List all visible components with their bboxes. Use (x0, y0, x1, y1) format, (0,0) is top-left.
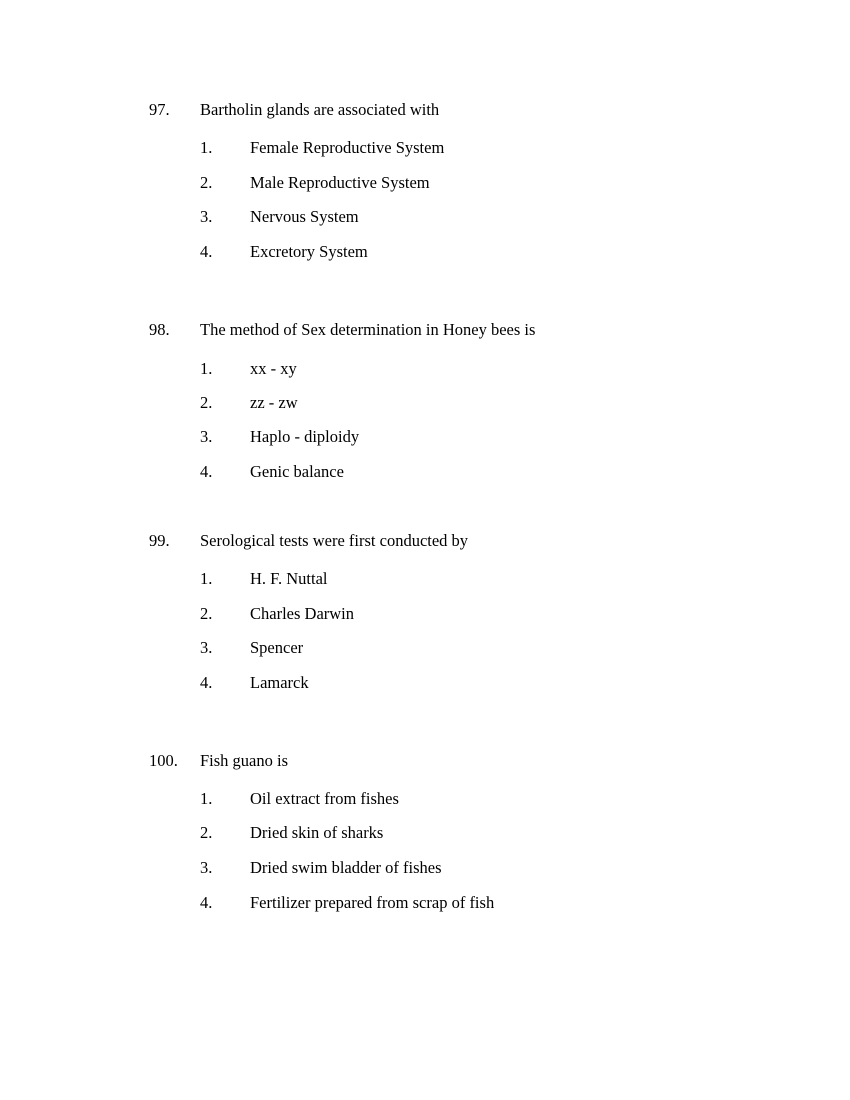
question-text: Bartholin glands are associated with (200, 100, 440, 119)
option-text: Lamarck (250, 673, 309, 692)
option-1 (0, 788, 850, 810)
question-text: The method of Sex determination in Honey bees is (200, 320, 536, 339)
question-text: Serological tests were first conducted by (200, 531, 469, 550)
option-text: Male Reproductive System (250, 173, 430, 192)
option-4 (0, 672, 850, 694)
option-number: 3. (200, 207, 213, 226)
option-number: 3. (200, 427, 213, 446)
question-stem (0, 750, 850, 772)
option-text: H. F. Nuttal (250, 569, 328, 588)
option-number: 3. (200, 638, 213, 657)
question-stem (0, 319, 850, 341)
option-number: 1. (200, 569, 213, 588)
option-text: zz - zw (250, 393, 298, 412)
question-number: 99. (149, 531, 170, 550)
question-text: Fish guano is (200, 751, 289, 770)
option-text: Nervous System (250, 207, 359, 226)
question-stem (0, 99, 850, 121)
question-number: 98. (149, 320, 170, 339)
option-2 (0, 603, 850, 625)
option-3 (0, 637, 850, 659)
option-number: 1. (200, 138, 213, 157)
option-text: Haplo - diploidy (250, 427, 360, 446)
option-text: Dried swim bladder of fishes (250, 858, 442, 877)
option-text: Genic balance (250, 462, 344, 481)
option-4 (0, 892, 850, 914)
option-text: Female Reproductive System (250, 138, 445, 157)
option-text: Dried skin of sharks (250, 823, 384, 842)
option-4 (0, 461, 850, 483)
option-number: 4. (200, 673, 213, 692)
question-number: 100. (149, 751, 178, 770)
option-text: Oil extract from fishes (250, 789, 399, 808)
option-3 (0, 426, 850, 448)
option-number: 1. (200, 789, 213, 808)
option-4 (0, 241, 850, 263)
option-1 (0, 568, 850, 590)
question-stem (0, 530, 850, 552)
option-text: Fertilizer prepared from scrap of fish (250, 893, 495, 912)
option-number: 2. (200, 604, 213, 623)
option-2 (0, 172, 850, 194)
option-3 (0, 857, 850, 879)
option-number: 2. (200, 173, 213, 192)
option-number: 1. (200, 359, 213, 378)
option-number: 4. (200, 242, 213, 261)
option-number: 2. (200, 823, 213, 842)
option-text: Excretory System (250, 242, 368, 261)
option-text: xx - xy (250, 359, 297, 378)
option-number: 3. (200, 858, 213, 877)
option-text: Charles Darwin (250, 604, 355, 623)
option-number: 2. (200, 393, 213, 412)
option-1 (0, 137, 850, 159)
option-3 (0, 206, 850, 228)
option-2 (0, 392, 850, 414)
question-number: 97. (149, 100, 170, 119)
option-number: 4. (200, 893, 213, 912)
option-2 (0, 822, 850, 844)
option-1 (0, 358, 850, 380)
option-number: 4. (200, 462, 213, 481)
option-text: Spencer (250, 638, 304, 657)
